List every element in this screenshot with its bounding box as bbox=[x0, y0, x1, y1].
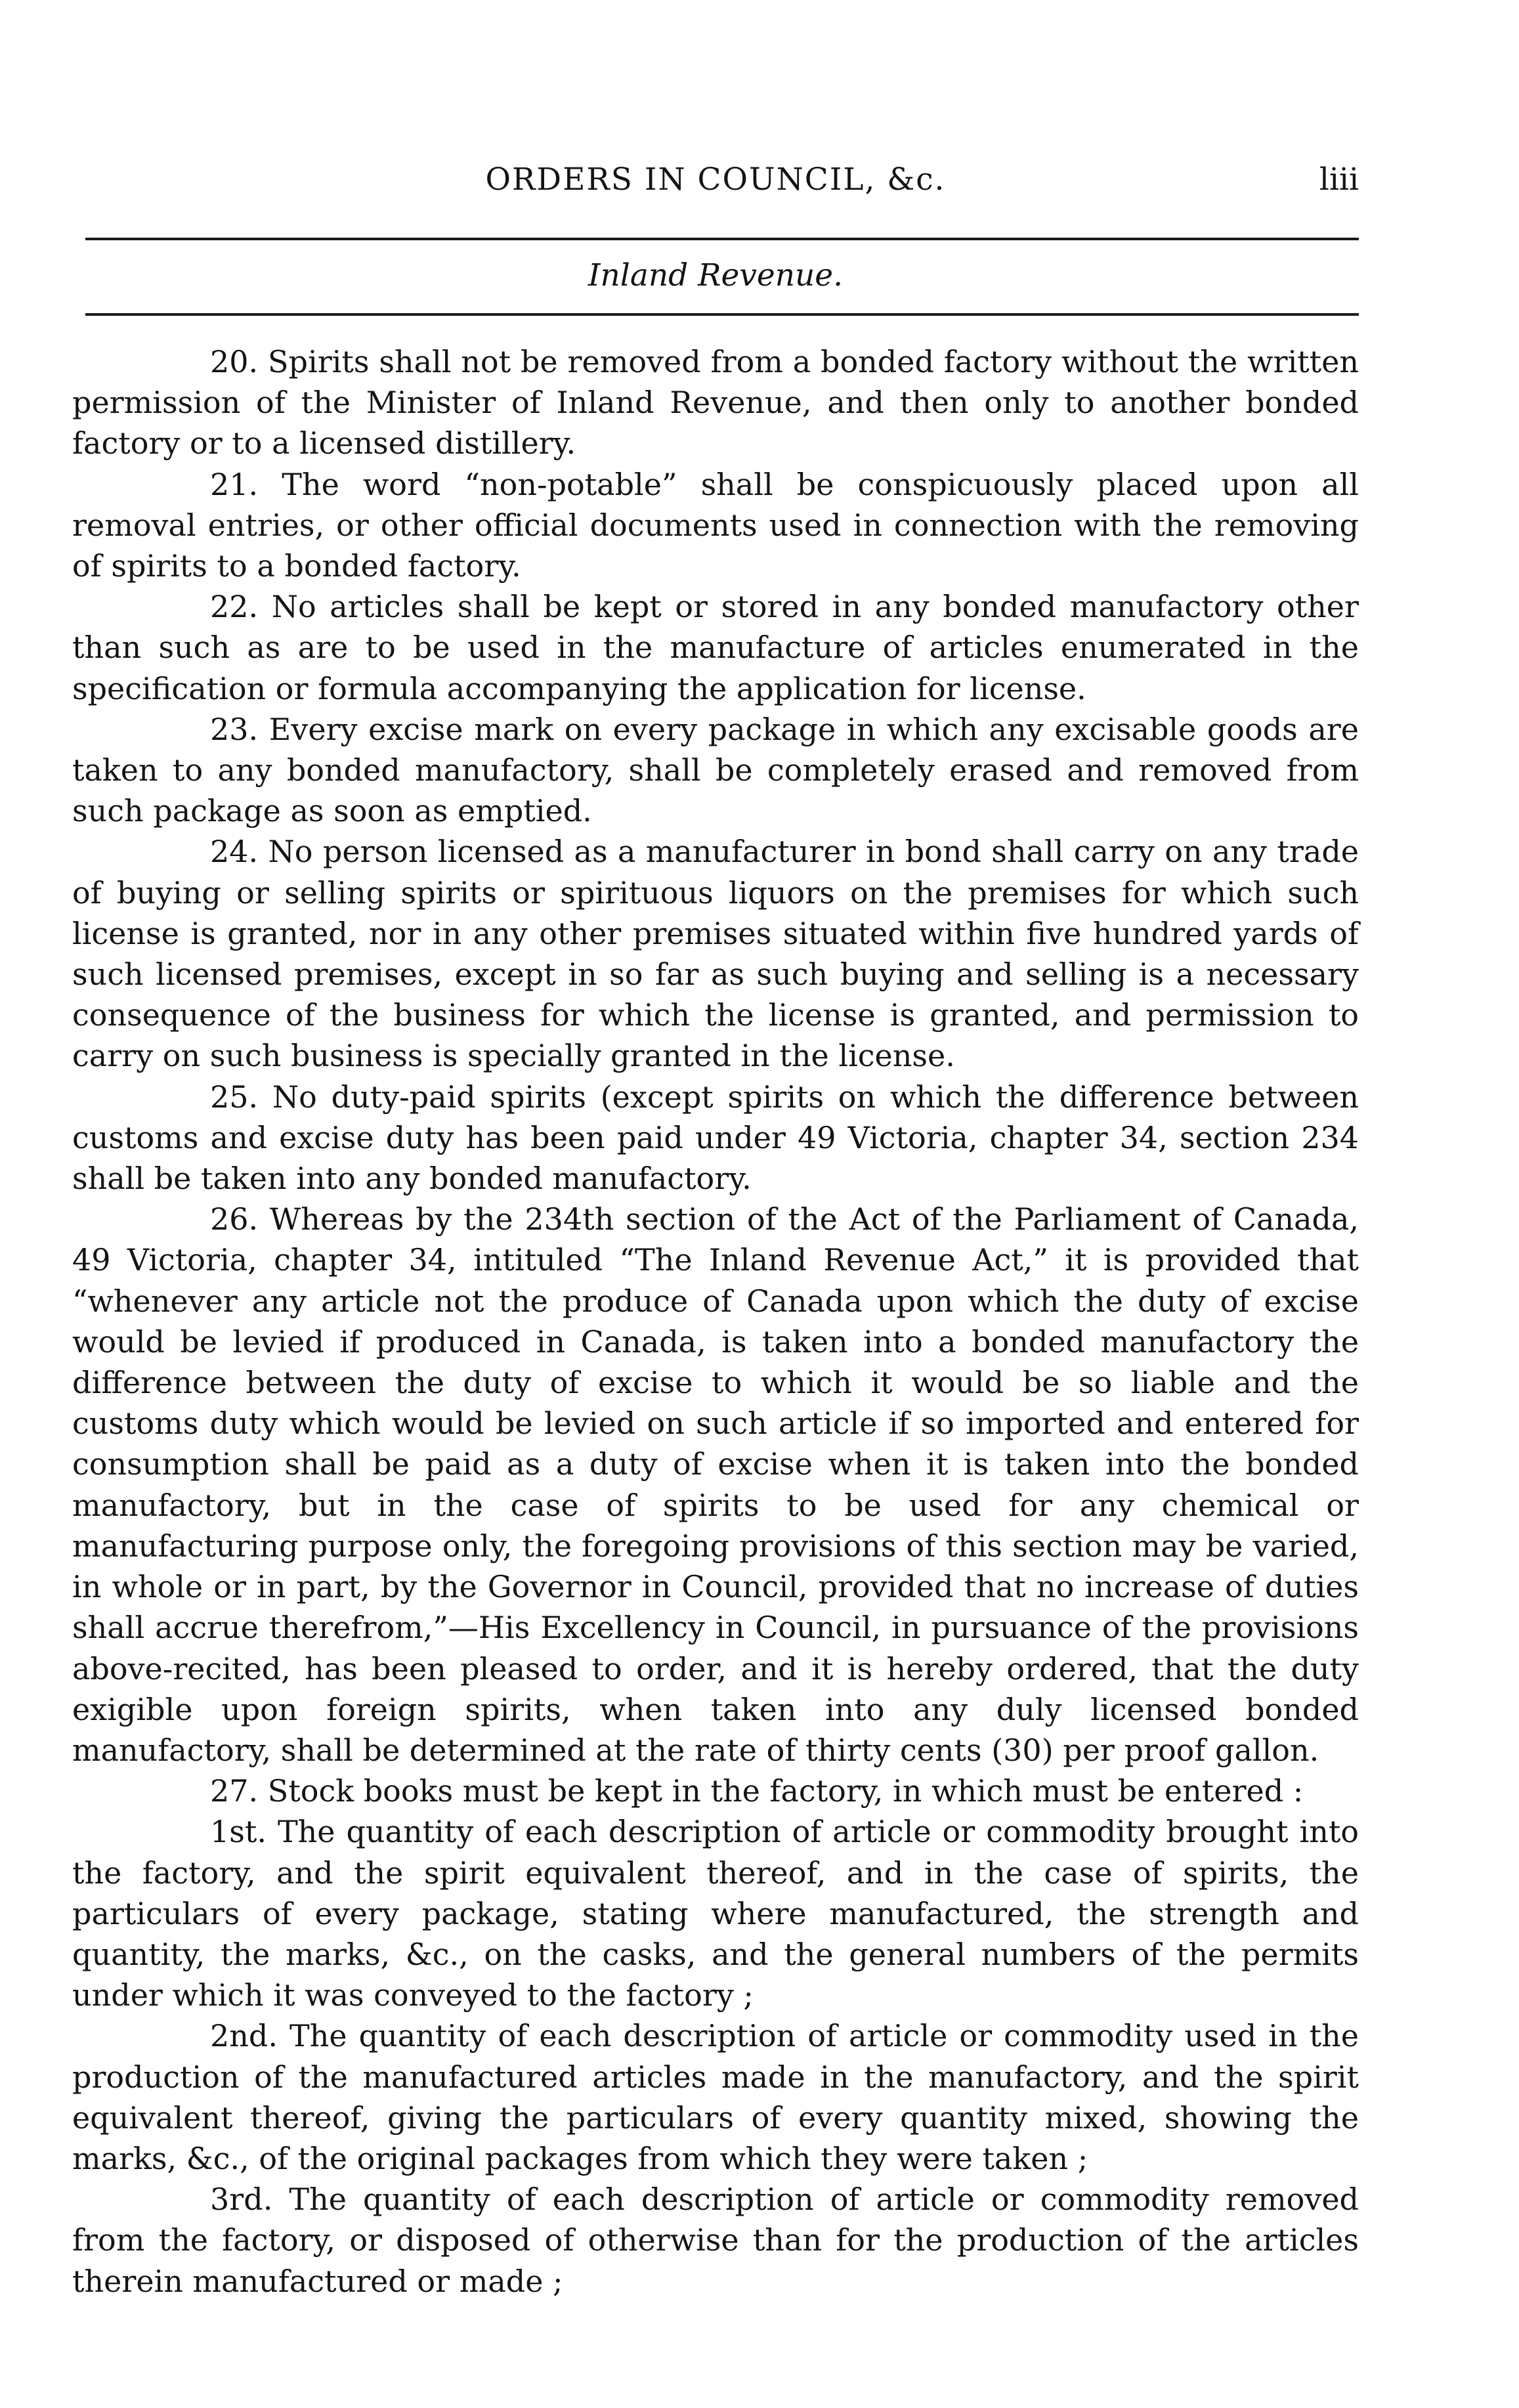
paragraph-23: 23. Every excise mark on every package in which any excisable goods are taken to any bonded manufactory, shall be completely erased and removed from such package as soon as emptied. bbox=[72, 711, 1359, 829]
header-rule-top bbox=[85, 238, 1359, 240]
running-title: ORDERS IN COUNCIL, &c. bbox=[485, 161, 946, 198]
paragraph-27: 27. Stock books must be kept in the factory, in which must be entered : bbox=[210, 1773, 1304, 1809]
page-number: liii bbox=[1319, 161, 1359, 198]
running-head bbox=[72, 155, 1359, 201]
paragraph-27-third: 3rd. The quantity of each description of article or commodity removed from the factory, or disposed of otherwise than for the production of the articles therein manufactured or made ; bbox=[72, 2182, 1359, 2299]
paragraph-26: 26. Whereas by the 234th section of the Act of the Parliament of Canada, 49 Victoria, chapter 34, intituled “The Inland Revenue Act,” it is provided that “whenever any article not the produce of Canada upon which the duty of excise would be levied if produced in Canada, is taken into a bonded manufactory the difference between the duty of excise to which it would be so liable and the customs duty which would be levied on such article if so imported and entered for consumption shall be paid as a duty of excise when it is taken into the bonded manufactory, but in the case of spirits to be used for any chemical or manufacturing purpose only, the foregoing provisions of this section may be varied, in whole or in part, by the Governor in Council, provided that no increase of duties shall accrue therefrom,”—His Excellency in Council, in pursuance of the provisions above-recited, has been pleased to order, and it is hereby ordered, that the duty exigible upon foreign spirits, when taken into any duly licensed bonded manufactory, shall be determined at the rate of thirty cents (30) per proof gallon. bbox=[72, 1201, 1359, 1768]
paragraph-20: 20. Spirits shall not be removed from a bonded factory without the written permission of the Minister of Inland Revenue, and then only to another bonded factory or to a licensed distillery. bbox=[72, 344, 1359, 462]
paragraph-22: 22. No articles shall be kept or stored in any bonded manufactory other than such as are to be used in the manufacture of articles enumerated in the specification or formula accompanying the application for license. bbox=[72, 589, 1359, 706]
paragraph-27-second: 2nd. The quantity of each description of article or commodity used in the production of the manufactured articles made in the manufactory, and the spirit equivalent thereof, giving the particulars of every quantity mixed, showing the marks, &c., of the original packages from which they were taken ; bbox=[72, 2018, 1359, 2176]
paragraph-24: 24. No person licensed as a manufacturer in bond shall carry on any trade of buying or selling spirits or spirituous liquors on the premises for which such license is granted, nor in any other premises situated within five hundred yards of such licensed premises, except in so far as such buying and selling is a necessary consequence of the business for which the license is granted, and permission to carry on such business is specially granted in the license. bbox=[72, 834, 1359, 1074]
paragraph-27-first: 1st. The quantity of each description of article or commodity brought into the factory, and the spirit equivalent thereof, and in the case of spirits, the particulars of every package, stating where manufactured, the strength and quantity, the marks, &c., on the casks, and the general numbers of the permits under which it was conveyed to the factory ; bbox=[72, 1814, 1359, 2013]
paragraph-25: 25. No duty-paid spirits (except spirits on which the difference between customs and excise duty has been paid under 49 Victoria, chapter 34, section 234 shall be taken into any bonded manufactory. bbox=[72, 1079, 1359, 1197]
document-page bbox=[72, 0, 1359, 2408]
paragraph-21: 21. The word “non-potable” shall be conspicuously placed upon all removal entries, or other official documents used in connection with the removing of spirits to a bonded factory. bbox=[72, 466, 1359, 584]
body-text bbox=[72, 341, 1359, 2302]
section-heading: Inland Revenue. bbox=[588, 257, 844, 293]
header-rule-bottom bbox=[85, 313, 1359, 316]
